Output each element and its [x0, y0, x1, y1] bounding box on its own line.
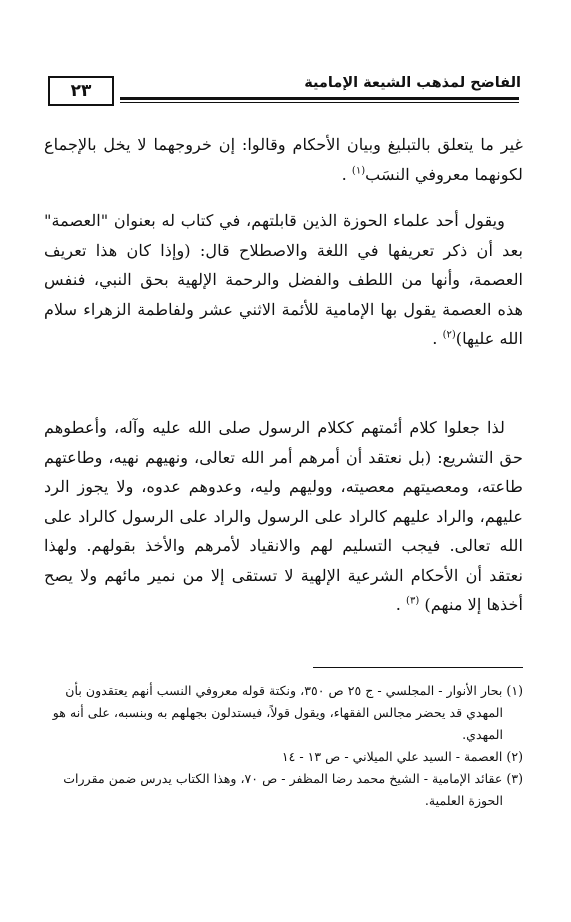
paragraph-3 [44, 413, 523, 620]
paragraph-2-end: . [432, 329, 438, 348]
paragraph-1-text: غير ما يتعلق بالتبليغ وبيان الأحكام وقالوا: إن خروجهما لا يخل بالإجماع لكونهما معروفي النسَب [44, 135, 523, 184]
footnote-3: (٣) عقائد الإمامية - الشيخ محمد رضا المظفر - ص ٧٠، وهذا الكتاب يدرس ضمن مقررات الحوزة العلمية. [63, 771, 523, 808]
running-header-title: الفاضح لمذهب الشيعة الإمامية [304, 75, 521, 91]
header-rule-thick [120, 97, 519, 100]
paragraph-2-text: ويقول أحد علماء الحوزة الذين قابلتهم، في كتاب له بعنوان "العصمة" بعد أن ذكر تعريفها في اللغة والاصطلاح قال: (وإذا كان هذا تعريف العصمة، وأنها من اللطف والفضل والرحمة الإلهية بحق النبي، فنفس هذه العصمة يقول بها الإمامية للأئمة الاثني عشر ولفاطمة الزهراء سلام الله عليها) [44, 211, 523, 348]
footnote-ref-2: (٢) [442, 329, 456, 341]
footnote-separator [313, 667, 523, 668]
footnote-ref-1: (١) [351, 165, 366, 177]
page-number: ٢٣ [48, 76, 114, 106]
footnote-1: (١) بحار الأنوار - المجلسي - ج ٢٥ ص ٣٥٠، ونكتة قوله معروفي النسب أنهم يعتقدون بأن المهدي قد يحضر مجالس الفقهاء، ويقول قولاً، فيستدلون بجهلهم به وبنسبه، على أنه هو المهدي. [52, 683, 523, 742]
paragraph-2 [44, 206, 523, 354]
header-rule-thin [120, 102, 519, 103]
paragraph-1-end: . [341, 164, 347, 184]
paragraph-1 [44, 130, 523, 189]
footnote-ref-3: (٣) [406, 595, 420, 607]
paragraph-3-text: لذا جعلوا كلام أئمتهم ككلام الرسول صلى الله عليه وآله، وأعطوهم حق التشريع: (بل نعتقد أن أمرهم أمر الله تعالى، ونهيهم نهيه، وطاعتهم طاعته، ومعصيتهم معصيته، ووليهم وليه، وعدوهم عدوه، ولا يجوز الرد عليهم، والراد عليهم كالراد على الرسول والراد على الرسول كالراد على الله تعالى. فيجب التسليم لهم والانقياد لأمرهم والأخذ بقولهم. ولهذا نعتقد أن الأحكام الشرعية الإلهية لا تستقى إلا من نمير مائهم ولا يصح أخذها إلا منهم) [44, 418, 523, 614]
footnotes [44, 680, 523, 812]
paragraph-3-end: . [395, 595, 401, 614]
footnote-2: (٢) العصمة - السيد علي الميلاني - ص ١٣ - ١٤ [281, 749, 523, 764]
